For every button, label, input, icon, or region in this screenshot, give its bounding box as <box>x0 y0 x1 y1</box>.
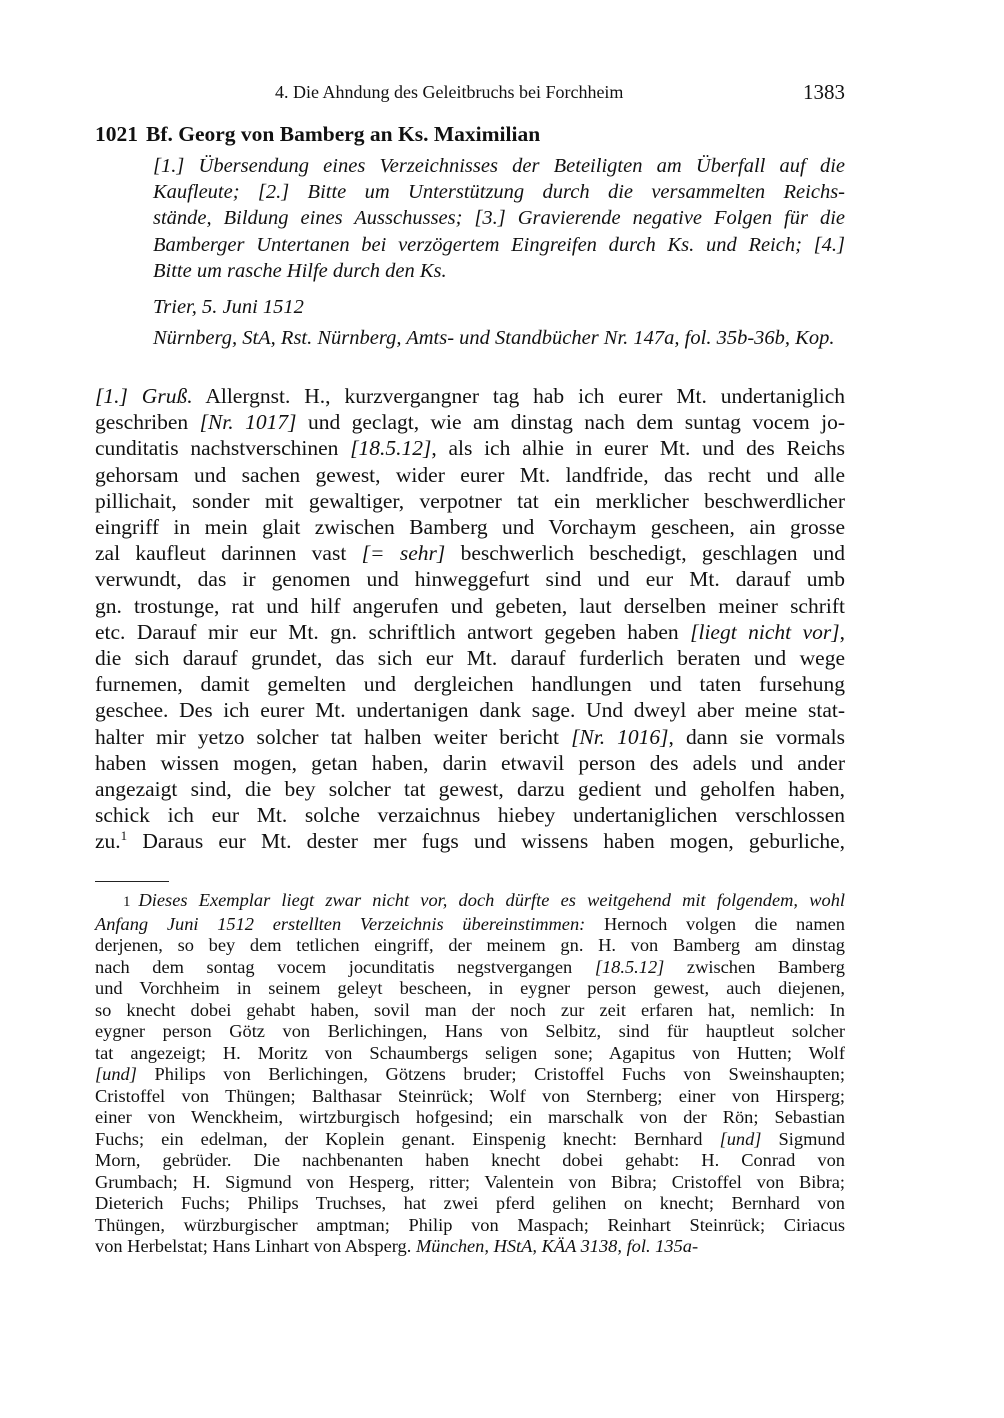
footnote <box>95 890 845 1258</box>
body-line: etc. Darauf mir eur Mt. gn. schriftlich antwort gegeben haben [liegt nicht vor], <box>95 619 845 644</box>
regest-line: Bamberger Untertanen bei verzögertem Eingreifen durch Ks. und Reich; [4.] <box>153 233 845 256</box>
editorial-reference: [Nr. 1017] <box>199 410 297 435</box>
body-line: gn. trostunge, rat und hilf angerufen und gebeten, laut derselben meiner schrift <box>95 593 845 618</box>
footnote-line: Fuchs; ein edelman, der Koplein genant. Einspenig knecht: Bernhard [und] Sigmund <box>95 1128 845 1149</box>
body-line: eingriff in mein glait zwischen Bamberg und Vorchaym gescheen, ain grosse <box>95 515 845 540</box>
regest-line: Bitte um rasche Hilfe durch den Ks. <box>153 259 447 282</box>
footnote-line: Thüngen, würzburgischer amptman; Philip von Maspach; Reinhart Steinrück; Ciriacus <box>95 1214 845 1235</box>
body-line: [1.] Gruß. Allergnst. H., kurzvergangner tag hab ich eurer Mt. undertaniglich <box>95 384 845 408</box>
footnote-line: tat angezeigt; H. Moritz von Schaumbergs seligen sone; Agapitus von Hutten; Wolf <box>95 1042 845 1063</box>
body-line: haben wissen mogen, getan haben, darin etwavil person des adels und ander <box>95 750 845 775</box>
document-date: Trier, 5. Juni 1512 <box>153 296 304 318</box>
footnote-line: eygner person Götz von Berlichingen, Hans von Selbitz, sind für hauptleut solcher <box>95 1021 845 1041</box>
editorial-reference: [Nr. 1016] <box>571 724 669 749</box>
body-line: furnemen, damit gemelten und dergleichen handlungen und taten fursehung <box>95 672 845 697</box>
footnote-line: Anfang Juni 1512 erstellten Verzeichnis übereinstimmen: Hernoch volgen die namen <box>95 913 845 934</box>
editorial-reference: [und] <box>95 1064 137 1084</box>
footnote-line: 1 Dieses Exemplar liegt zwar nicht vor, doch dürfte es weitgehend mit folgendem, wohl <box>123 890 845 910</box>
document-heading <box>95 122 855 147</box>
footnote-line: von Herbelstat; Hans Linhart von Absperg. München, HStA, KÄA 3138, fol. 135a- <box>95 1236 699 1256</box>
footnote-line: einer von Wenckheim, wirtzburgisch hofgesind; ein marschalk von der Rön; Sebastian <box>95 1107 845 1127</box>
section-intro: [1.] Gruß. <box>95 384 193 408</box>
page-number: 1383 <box>803 80 845 104</box>
footnote-line: Morn, gebrüder. Die nachbenanten haben knecht dobei gehabt: H. Conrad von <box>95 1150 845 1170</box>
editorial-reference: [liegt nicht vor] <box>690 619 840 644</box>
footnote-divider <box>95 881 169 882</box>
body-line: geschee. Des ich eurer Mt. undertanigen dank sage. Und dweyl aber meine stat- <box>95 698 845 723</box>
editorial-reference: [und] <box>719 1128 762 1149</box>
editorial-reference: [18.5.12] <box>350 436 432 461</box>
regest-line: stände, Bildung eines Ausschusses; [3.] Gravierende negative Folgen für die <box>153 207 845 230</box>
editorial-reference: [18.5.12] <box>594 956 665 977</box>
body-line: verwundt, das ir genomen und hinweggefurt sind und eur Mt. darauf umb <box>95 567 845 592</box>
body-line: pillichait, sonder mit gewaltiger, verpotner tat ein merklicher beschwerdlicher <box>95 488 845 513</box>
footnote-line: Cristoffel von Thüngen; Balthasar Steinrück; Wolf von Sternberg; einer von Hirsperg; <box>95 1085 845 1106</box>
document-body <box>95 383 845 855</box>
body-line: halter mir yetzo solcher tat halben weiter bericht [Nr. 1016], dann sie vormals <box>95 724 846 749</box>
footnote-marker[interactable]: 1 <box>120 828 128 844</box>
editorial-reference: [= sehr] <box>361 541 446 566</box>
body-line: geschriben [Nr. 1017] und geclagt, wie am dinstag nach dem suntag vocem jo- <box>95 410 846 435</box>
body-line: gehorsam und sachen gewest, wider eurer Mt. landfride, das recht und alle <box>95 462 845 487</box>
body-line: zal kaufleut darinnen vast [= sehr] beschwerlich beschedigt, geschlagen und <box>95 541 846 566</box>
body-line: zu.$^1$ Daraus eur Mt. dester mer fugs und wissens haben mogen, geburliche, <box>95 828 846 854</box>
footnote-line: nach dem sontag vocem jocunditatis negstvergangen [18.5.12] zwischen Bamberg <box>95 956 845 977</box>
document-number: 1021 <box>95 122 138 146</box>
body-line: cunditatis nachstverschinen [18.5.12], als ich alhie in eurer Mt. und des Reichs <box>95 436 846 461</box>
footnote-line: derjenen, so bey dem tetlichen eingriff, der meinem gn. H. von Bamberg am dinstag <box>95 935 845 955</box>
archival-source: München, HStA, KÄA 3138, fol. 135a- <box>415 1236 699 1256</box>
regest-line: [1.] Übersendung eines Verzeichnisses der Beteiligten am Überfall auf die <box>153 155 845 177</box>
regest <box>153 153 845 284</box>
running-title: 4. Die Ahndung des Geleitbruchs bei Forchheim <box>275 82 624 102</box>
footnote-line: Grumbach; H. Sigmund von Hesperg, ritter; Valentein von Bibra; Cristoffel von Bibra; <box>95 1171 845 1192</box>
footnote-line: Dieterich Fuchs; Philips Truchses, hat zwei pferd gelihen on knecht; Bernhard von <box>95 1193 845 1213</box>
document-title: Bf. Georg von Bamberg an Ks. Maximilian <box>146 122 541 146</box>
body-line: die sich darauf grundet, das sich eur Mt. darauf furderlich beraten und wege <box>95 646 845 671</box>
body-line: schick ich eur Mt. solche verzaichnus hiebey undertaniglichen verschlossen <box>95 803 845 828</box>
running-head <box>95 80 845 110</box>
archival-source: Nürnberg, StA, Rst. Nürnberg, Amts- und Standbücher Nr. 147a, fol. 35b-36b, Kop. <box>153 327 835 349</box>
footnote-number: 1 <box>123 894 131 910</box>
regest-line: Kaufleute; [2.] Bitte um Unterstützung durch die versammelten Reichs- <box>153 181 845 204</box>
footnote-line: so knecht dobei gehabt haben, sovil man der noch zur zeit erfaren hat, nemlich: In <box>95 999 845 1020</box>
body-line: angezaigt sind, die bey solcher tat gewest, darzu gedient und geholfen haben, <box>95 777 845 802</box>
footnote-line: und Vorchheim in seinem geleyt bescheen, in eygner person gewest, auch diejenen, <box>95 978 845 998</box>
footnote-line: [und] Philips von Berlichingen, Götzens bruder; Cristoffel Fuchs von Sweinshaupten; <box>95 1064 845 1084</box>
